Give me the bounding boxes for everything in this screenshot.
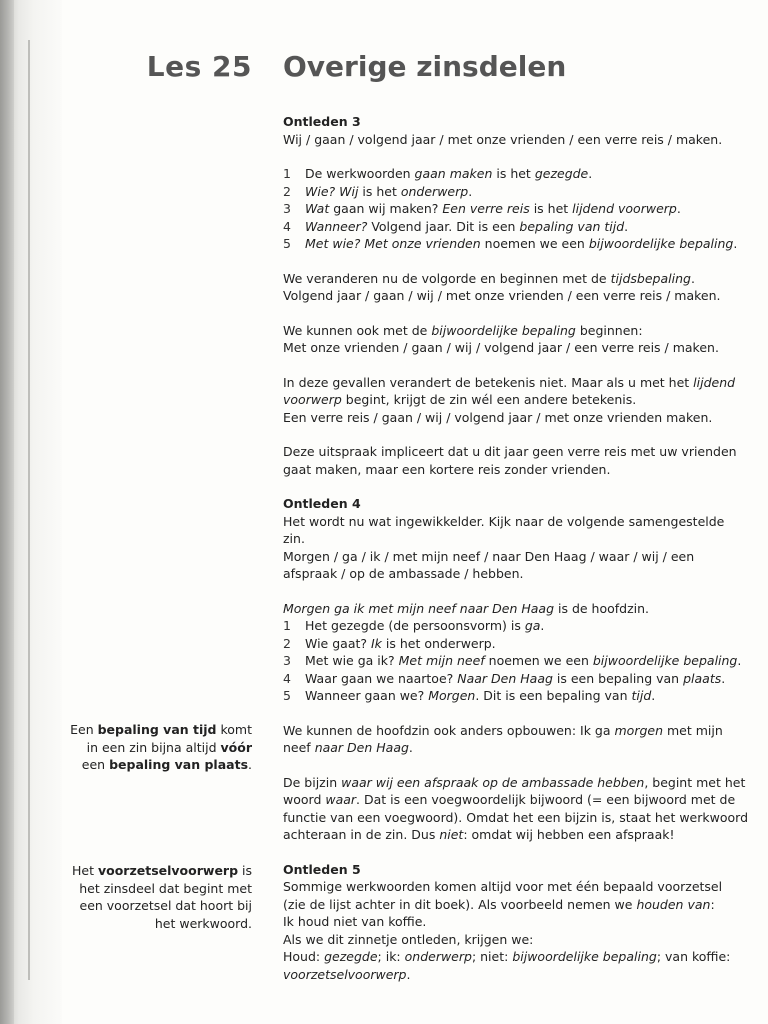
italic-term: Ik [371,635,382,651]
text-run: gaan wij maken? [329,201,443,216]
italic-term: gezegde [534,166,589,181]
text-run: is het onderwerp. [381,635,496,651]
text-run: is het [492,166,535,181]
text-run: is het zinsdeel dat begint met een voorzetsel dat hoort bij het werkwoord. [79,863,252,931]
text-run: : [710,896,715,912]
text-run: : omdat wij hebben een afspraak! [463,827,675,842]
text-run: . [737,653,742,668]
text-run: Een verre reis / gaan / wij / volgend jaar / met onze vrienden maken. [283,409,713,425]
text-run: . [721,670,726,686]
bold-term: bepaling van tijd [97,722,217,737]
list-item [283,235,748,253]
text-run: een [81,757,110,772]
text-run: Sommige werkwoorden komen altijd voor met één bepaald voorzetsel (zie de lijst achter in dit boek). Als voorbeeld nemen we [283,879,723,912]
text-run: Wanneer gaan we? [305,688,429,703]
text-run: . [690,270,695,286]
text-run: is het [529,201,573,216]
paragraph [283,774,748,844]
text-run: We kunnen de hoofdzin ook anders opbouwen: Ik ga [283,722,615,738]
text-run: De werkwoorden [305,166,415,181]
italic-term: waar [325,792,357,807]
text-run: . [406,966,411,982]
italic-term: bijwoordelijke bepaling [512,949,657,964]
text-run: . [676,201,681,216]
text-run: Waar gaan we naartoe? [305,670,458,686]
text-run: Het [72,863,98,878]
text-run: noemen we een [484,653,593,668]
text-run: . [468,183,473,199]
list-item [283,165,748,183]
text-run: noemen we een [480,236,589,251]
text-run: , begint met het woord [283,774,746,807]
list-number: 3 [283,201,291,216]
italic-term: plaats [683,670,722,686]
text-run: . [588,166,593,181]
list-item [283,652,748,670]
text-run: begint, krijgt de zin wél een andere betekenis. [341,392,637,407]
italic-term: gaan maken [414,166,493,181]
italic-term: Morgen [428,688,476,703]
list-number: 4 [283,670,291,686]
page-header [0,50,768,90]
text-run: beginnen: [575,322,643,338]
italic-term: lijdend voorwerp [283,374,736,407]
text-run: met mijn neef [283,722,723,755]
paragraph [283,878,748,983]
section-heading: Ontleden 4 [283,496,361,511]
italic-term: bijwoordelijke bepaling [592,653,738,668]
italic-term: tijd [631,688,652,703]
text-run: . [651,688,656,703]
list-number: 4 [283,218,291,234]
italic-term: ga [524,618,541,633]
text-run: is een bepaling van [552,670,684,686]
numbered-list [283,165,748,253]
text-run: Wij / gaan / volgend jaar / met onze vrienden / een verre reis / maken. [283,131,723,147]
italic-term: Wanneer? [305,218,368,234]
paragraph [283,131,748,149]
text-run: Het wordt nu wat ingewikkelder. Kijk naar de volgende samengestelde zin. [283,513,725,546]
bold-term: voorzetselvoorwerp [97,863,239,878]
italic-term: Met mijn neef [398,653,485,668]
numbered-list [283,617,748,705]
italic-term: niet [439,827,464,842]
italic-term: Wat [305,201,330,216]
text-run: Een [70,722,98,737]
italic-term: houden van [636,896,711,912]
italic-term: morgen [614,722,664,738]
list-number: 1 [283,618,291,633]
list-number: 1 [283,166,291,181]
text-run: komt in een zin bijna altijd [86,722,252,755]
italic-term: tijdsbepaling [610,270,691,286]
italic-term: bepaling van tijd [519,218,625,234]
sidebar-note-prepositional-object [70,862,252,932]
paragraph [283,270,748,305]
italic-term: onderwerp [400,183,469,199]
binding-line [28,40,30,980]
text-run: Volgend jaar / gaan / wij / met onze vrienden / een verre reis / maken. [283,288,721,303]
page-edge [0,0,14,1024]
italic-term: Morgen ga ik met mijn neef naar Den Haag [283,600,555,616]
bold-term: vóór [220,739,252,755]
italic-term: onderwerp [404,949,472,964]
text-run: ; van koffie: [656,949,731,964]
text-run: Volgend jaar. Dit is een [367,218,520,234]
italic-term: Met wie? Met onze vrienden [305,236,481,251]
list-item [283,635,748,653]
section-heading: Ontleden 3 [283,114,361,129]
paragraph [283,443,748,478]
italic-term: gezegde [324,949,378,964]
paragraph [283,374,748,427]
sidebar-note-time [70,721,252,774]
list-number: 2 [283,183,291,199]
text-run: is het [358,183,401,199]
text-run: is de hoofdzin. [554,600,650,616]
chapter-title: Overige zinsdelen [283,50,567,83]
paragraph [283,722,748,757]
text-run: Ik houd niet van koffie. [283,914,427,929]
italic-term: naar Den Haag [314,740,409,755]
text-run: . Dit is een bepaling van [475,688,632,703]
text-run: Het gezegde (de persoonsvorm) is [305,618,525,633]
list-item [283,687,748,705]
text-run: . [624,218,629,234]
italic-term: Wie? Wij [305,183,359,199]
italic-term: voorzetselvoorwerp [283,966,407,982]
text-run: . [733,236,738,251]
list-number: 3 [283,653,291,668]
text-run: . [248,757,252,772]
text-run: Met wie ga ik? [305,653,399,668]
list-item [283,670,748,688]
text-run: We kunnen ook met de [283,322,432,338]
text-run: Morgen / ga / ik / met mijn neef / naar Den Haag / waar / wij / een afspraak / op de ambassade / hebben. [283,548,695,581]
section-heading: Ontleden 5 [283,861,361,877]
list-item [283,218,748,236]
paragraph [283,513,748,583]
text-run: Met onze vrienden / gaan / wij / volgend jaar / een verre reis / maken. [283,340,719,355]
text-run: Als we dit zinnetje ontleden, krijgen we: [283,931,534,947]
list-number: 2 [283,635,291,651]
list-number: 5 [283,688,291,703]
italic-term: Een verre reis [442,201,530,216]
text-run: . Dat is een voegwoordelijk bijwoord (= een bijwoord met de functie van een voegwoord). Omdat het een bijzin is, staat het werkwoord achteraan in de zin. Dus [283,792,749,842]
text-run: Deze uitspraak impliceert dat u dit jaar geen verre reis met uw vrienden gaat maken, maar een kortere reis zonder vrienden. [283,444,737,477]
list-item [283,617,748,635]
italic-term: Naar Den Haag [457,670,553,686]
text-run: ; niet: [471,949,513,964]
italic-term: lijdend voorwerp [572,201,677,216]
main-text [283,113,748,1000]
list-number: 5 [283,236,291,251]
paragraph [283,322,748,357]
text-run: De bijzin [283,774,342,790]
italic-term: bijwoordelijke bepaling [431,322,576,338]
list-item [283,200,748,218]
text-run: Wie gaat? [305,635,371,651]
lesson-number: Les 25 [146,50,252,83]
book-spine-shadow [0,0,62,1024]
paragraph [283,600,748,618]
italic-term: bijwoordelijke bepaling [588,236,734,251]
list-item [283,183,748,201]
text-run: Houd: [283,949,325,964]
italic-term: waar wij een afspraak op de ambassade hebben [341,774,645,790]
bold-term: bepaling van plaats [109,757,249,772]
text-run: . [540,618,545,633]
text-run: ; ik: [377,949,405,964]
text-run: We veranderen nu de volgorde en beginnen met de [283,270,611,286]
text-run: . [408,740,413,755]
text-run: In deze gevallen verandert de betekenis niet. Maar als u met het [283,374,694,390]
